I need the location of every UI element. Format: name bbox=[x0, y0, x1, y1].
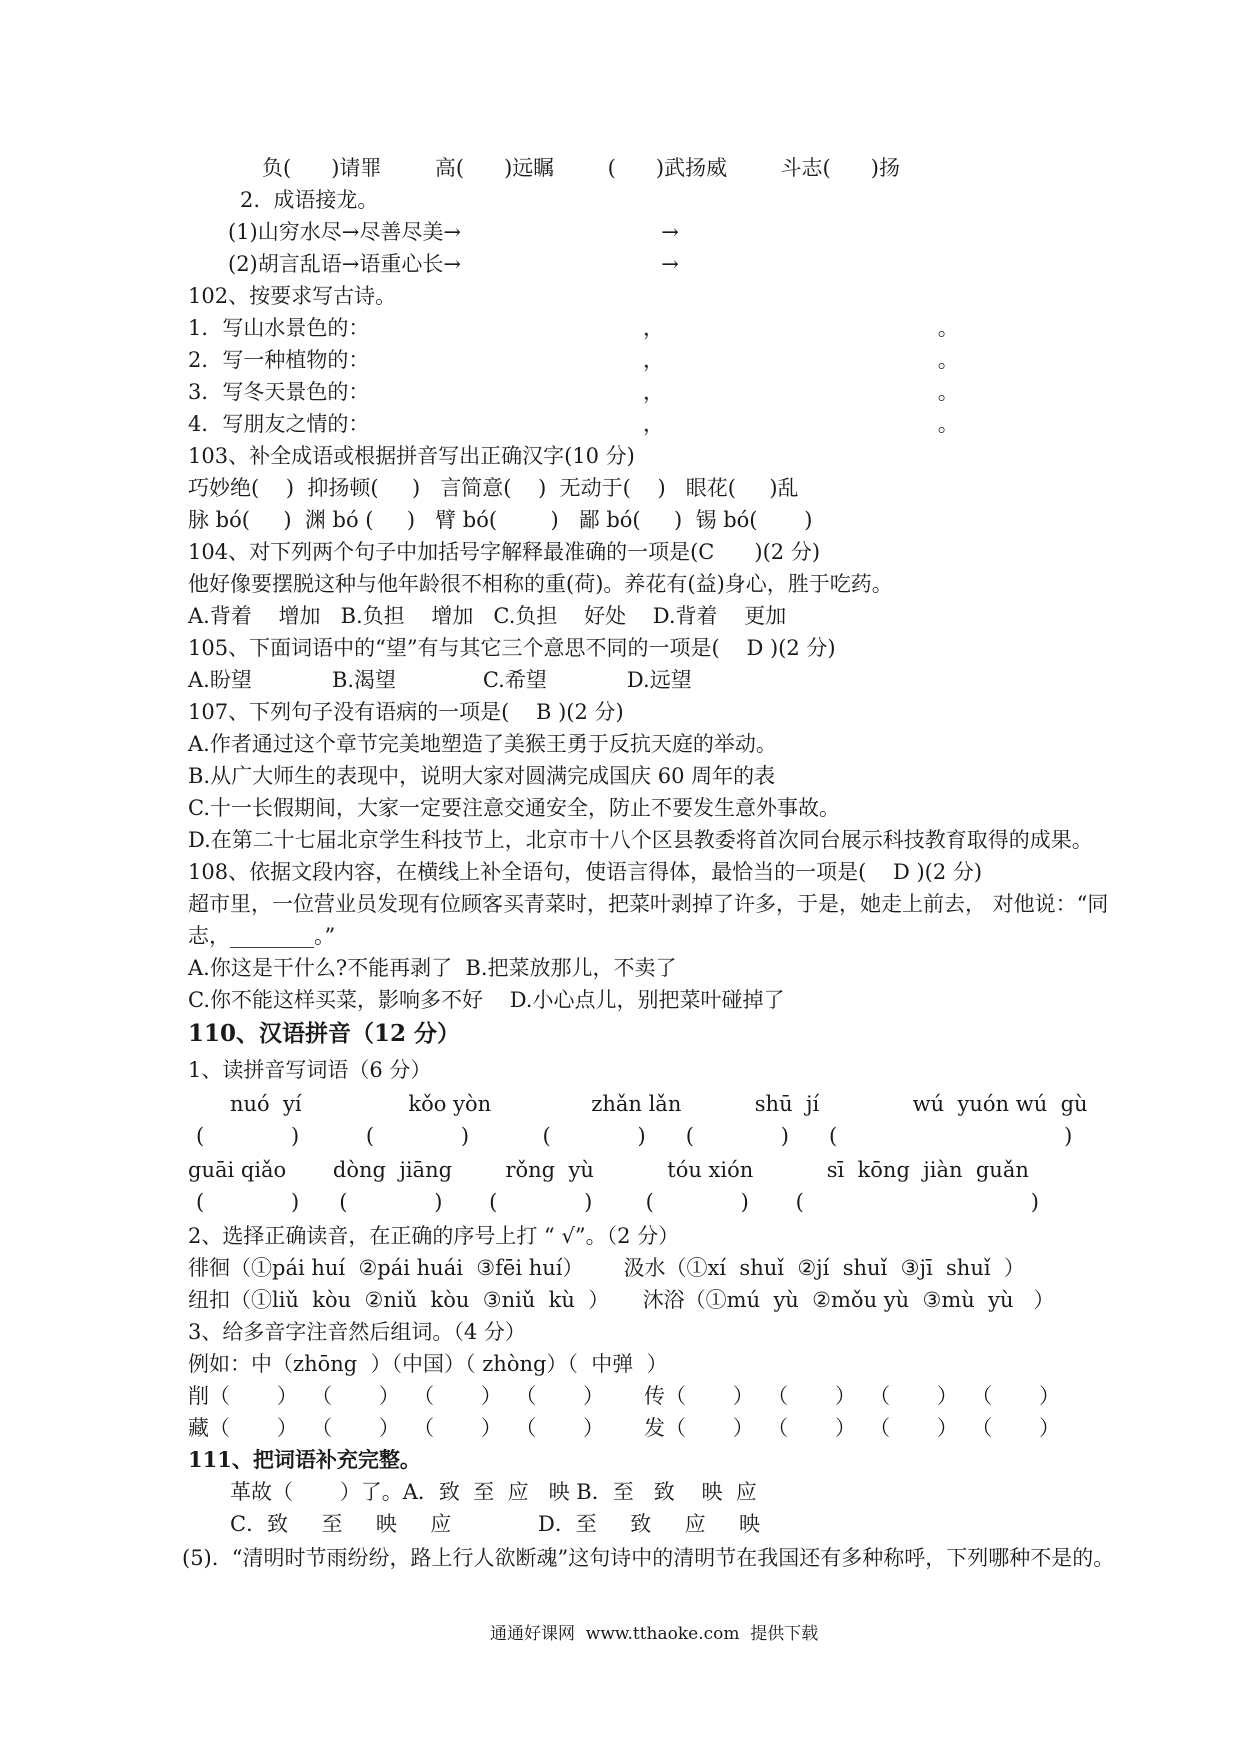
subsection-heading: 2、选择正确读音，在正确的序号上打 “ √”。（2 分） bbox=[188, 1224, 680, 1248]
answer-options: C.你不能这样买菜，影响多不好 D.小心点儿，别把菜叶碰掉了 bbox=[188, 988, 785, 1012]
section-heading: 110、汉语拼音（12 分） bbox=[188, 1020, 461, 1047]
idiom-fill-line: 负( )请罪 高( )远瞩 ( )武扬威 斗志( )扬 bbox=[262, 156, 900, 180]
reading-choice-line: 纽扣（①liǔ kòu ②niǔ kòu ③niǔ kù ） 沐浴（①mú yù ②mǒu yù ③mù yù ） bbox=[188, 1288, 1055, 1312]
answer-options: 革故（ ）了。A．致 至 应 映 B．至 致 映 应 bbox=[230, 1480, 757, 1504]
question-heading: 111、把词语补充完整。 bbox=[188, 1447, 421, 1472]
subsection-heading: 3、给多音字注音然后组词。（4 分） bbox=[188, 1320, 526, 1344]
polyphone-blanks-line: 削（ ） （ ） （ ） （ ） 传（ ） （ ） （ ） （ ） bbox=[188, 1384, 1060, 1408]
question-text: 他好像要摆脱这种与他年龄很不相称的重(荷)。养花有(益)身心，胜于吃药。 bbox=[188, 572, 893, 596]
answer-option: C.十一长假期间，大家一定要注意交通安全，防止不要发生意外事故。 bbox=[188, 796, 840, 820]
pinyin-prompt-line: nuó yí kǒo yòn zhǎn lǎn shū jí wú yuón wú gù bbox=[230, 1092, 1088, 1116]
reading-choice-line: 徘徊（①pái huí ②pái huái ③fēi huí） 汲水（①xí shuǐ ②jí shuǐ ③jī shuǐ ） bbox=[188, 1256, 1025, 1280]
question-text: (5). “清明时节雨纷纷，路上行人欲断魂”这句诗中的清明节在我国还有多种称呼，下列哪种不是的。 bbox=[182, 1546, 1115, 1570]
example-line: 例如：中（zhōng ）（中国）（ zhòng）（ 中弹 ） bbox=[188, 1352, 668, 1376]
poem-line: 3．写冬天景色的： ， 。 bbox=[188, 380, 959, 404]
question-heading: 102、按要求写古诗。 bbox=[188, 284, 397, 308]
answer-options: A.背着 增加 B.负担 增加 C.负担 好处 D.背着 更加 bbox=[188, 604, 787, 628]
idiom-chain-line: (2)胡言乱语→语重心长→ → bbox=[228, 252, 679, 276]
answer-blanks-line: ( ) ( ) ( ) ( ) ( ) bbox=[196, 1190, 1039, 1214]
polyphone-blanks-line: 藏（ ） （ ） （ ） （ ） 发（ ） （ ） （ ） （ ） bbox=[188, 1416, 1060, 1440]
answer-options: A.盼望 B.渴望 C.希望 D.远望 bbox=[188, 668, 692, 692]
question-heading: 103、补全成语或根据拼音写出正确汉字(10 分) bbox=[188, 444, 635, 468]
question-heading: 105、下面词语中的“望”有与其它三个意思不同的一项是( D )(2 分) bbox=[188, 636, 836, 660]
poem-line: 2．写一种植物的： ， 。 bbox=[188, 348, 959, 372]
idiom-chain-line: (1)山穷水尽→尽善尽美→ → bbox=[228, 220, 679, 244]
question-text: 志，________。” bbox=[188, 924, 336, 948]
answer-option: A.作者通过这个章节完美地塑造了美猴王勇于反抗天庭的举动。 bbox=[188, 732, 777, 756]
question-heading: 104、对下列两个句子中加括号字解释最准确的一项是(C )(2 分) bbox=[188, 540, 821, 564]
idiom-fill-line: 巧妙绝( ) 抑扬顿( ) 言简意( ) 无动于( ) 眼花( )乱 bbox=[188, 476, 799, 500]
pinyin-prompt-line: guāi qiǎo dòng jiāng rǒng yù tóu xión sī kōng jiàn guǎn bbox=[188, 1158, 1029, 1182]
item-heading: 2. 成语接龙。 bbox=[240, 188, 379, 212]
pinyin-fill-line: 脉 bó( ) 渊 bó ( ) 臂 bó( ) 鄙 bó( ) 锡 bó( ) bbox=[188, 508, 813, 532]
question-heading: 107、下列句子没有语病的一项是( B )(2 分) bbox=[188, 700, 624, 724]
subsection-heading: 1、读拼音写词语（6 分） bbox=[188, 1058, 432, 1082]
answer-options: A.你这是干什么?不能再剥了 B.把菜放那儿，不卖了 bbox=[188, 956, 677, 980]
poem-line: 1．写山水景色的： ， 。 bbox=[188, 316, 959, 340]
answer-option: D.在第二十七届北京学生科技节上，北京市十八个区县教委将首次同台展示科技教育取得的成果。 bbox=[188, 828, 1093, 852]
question-heading: 108、依据文段内容，在横线上补全语句，使语言得体，最恰当的一项是( D )(2 分) bbox=[188, 860, 983, 884]
answer-blanks-line: ( ) ( ) ( ) ( ) ( ) bbox=[196, 1124, 1073, 1148]
question-text: 超市里，一位营业员发现有位顾客买青菜时，把菜叶剥掉了许多，于是，她走上前去， 对他说：“同 bbox=[188, 892, 1109, 916]
answer-options: C．致 至 映 应 D．至 致 应 映 bbox=[230, 1512, 760, 1536]
answer-option: B.从广大师生的表现中，说明大家对圆满完成国庆 60 周年的表 bbox=[188, 764, 776, 788]
page-footer: 通通好课网 www.tthaoke.com 提供下载 bbox=[490, 1624, 819, 1644]
poem-line: 4．写朋友之情的： ， 。 bbox=[188, 412, 959, 436]
